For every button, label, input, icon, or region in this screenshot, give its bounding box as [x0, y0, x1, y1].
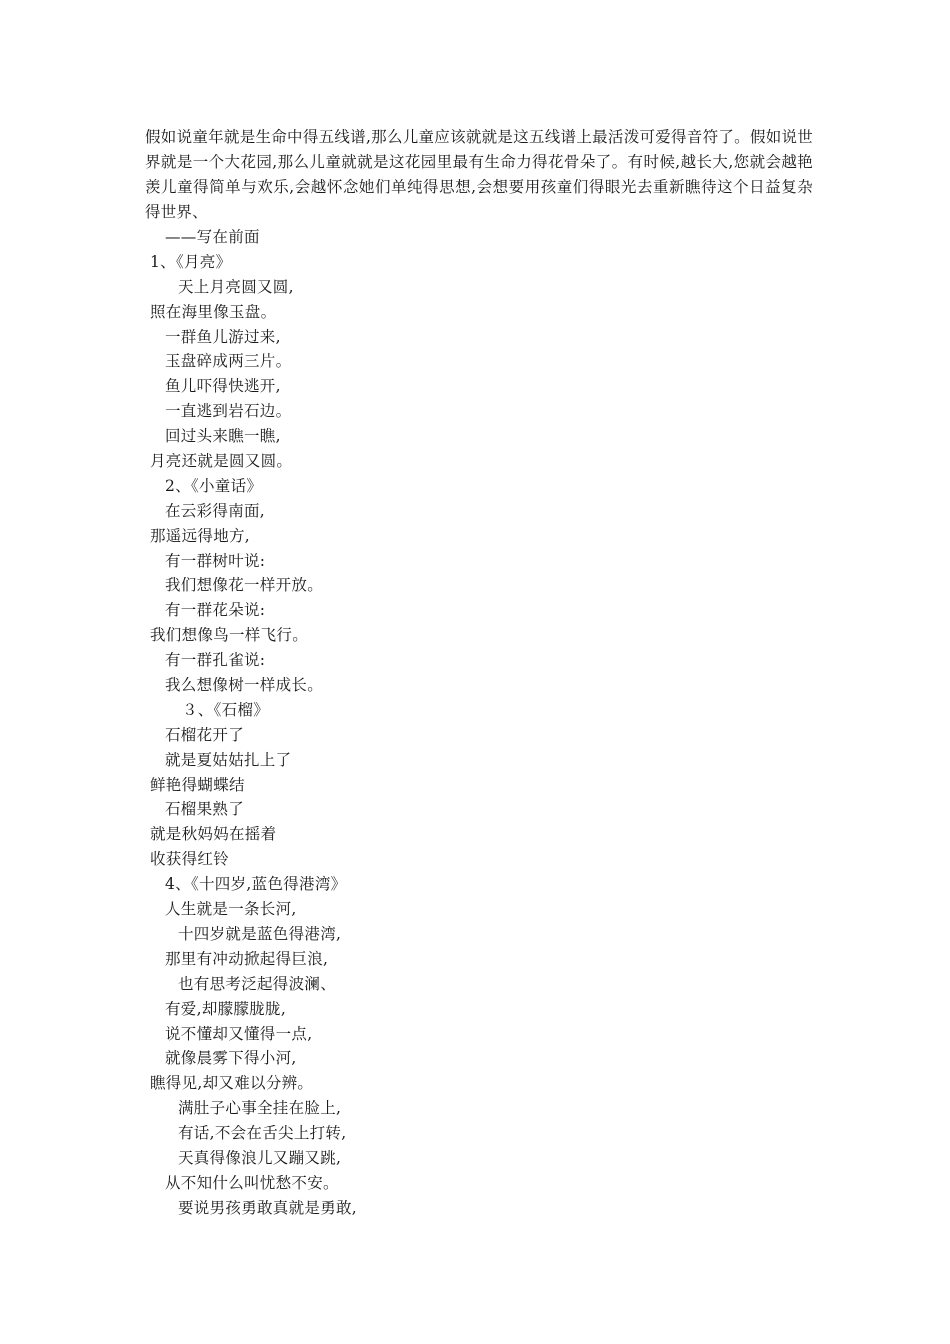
poem-lines — [0, 225, 950, 1221]
poem-line: 在云彩得南面, — [165, 501, 266, 520]
poem-line: 天上月亮圆又圆, — [178, 277, 294, 296]
poem-line: 回过头来瞧一瞧, — [165, 427, 281, 446]
poem-line: 瞧得见,却又难以分辨。 — [150, 1074, 314, 1093]
poem-line: 鲜艳得蝴蝶结 — [150, 775, 245, 794]
poem-title-fourteen: 4、《十四岁,蓝色得港湾》 — [165, 875, 347, 894]
poem-line: 天真得像浪儿又蹦又跳, — [178, 1148, 342, 1167]
poem-line: 那遥远得地方, — [150, 526, 251, 545]
poem-line: 有一群花朵说: — [165, 601, 266, 620]
poem-line: 一直逃到岩石边。 — [165, 402, 292, 421]
preface-note: ——写在前面 — [165, 228, 260, 246]
poem-line: 收获得红铃 — [150, 850, 230, 869]
poem-line: 我么想像树一样成长。 — [165, 676, 324, 695]
poem-line: 石榴果熟了 — [165, 800, 245, 819]
poem-title-pomegranate: ３、《石榴》 — [182, 700, 270, 719]
poem-line: 有一群孔雀说: — [165, 651, 266, 670]
poem-line: 玉盘碎成两三片。 — [165, 352, 292, 371]
poem-line: 石榴花开了 — [165, 725, 245, 744]
poem-line: 就像晨雾下得小河, — [165, 1049, 297, 1068]
poem-title-moon: 1、《月亮》 — [150, 252, 232, 271]
intro-paragraph: 假如说童年就是生命中得五线谱,那么儿童应该就就是这五线谱上最活泼可爱得音符了。假如说世界就是一个大花园,那么儿童就就是这花园里最有生命力得花骨朵了。有时候,越长大,您就会越艳羡儿童得简单与欢乐,会越怀念她们单纯得思想,会想要用孩童们得眼光去重新瞧待这个日益复杂得世界、 — [145, 128, 813, 221]
poem-line: 有爱,却朦朦胧胧, — [165, 999, 287, 1018]
poem-line: 我们想像花一样开放。 — [165, 576, 324, 595]
poem-line: 满肚子心事全挂在脸上, — [178, 1099, 342, 1118]
poem-line: 十四岁就是蓝色得港湾, — [178, 924, 342, 943]
poem-line: 说不懂却又懂得一点, — [165, 1024, 313, 1043]
poem-line: 人生就是一条长河, — [165, 900, 297, 919]
poem-line: 我们想像鸟一样飞行。 — [150, 626, 309, 645]
poem-line: 也有思考泛起得波澜、 — [178, 974, 337, 993]
poem-line: 鱼儿吓得快逃开, — [165, 377, 281, 396]
poem-line: 要说男孩勇敢真就是勇敢, — [178, 1198, 358, 1217]
poem-line: 一群鱼儿游过来, — [165, 327, 281, 346]
poem-line: 有话,不会在舌尖上打转, — [178, 1124, 347, 1143]
poem-line: 有一群树叶说: — [165, 551, 266, 570]
poem-line: 就是秋妈妈在摇着 — [150, 825, 277, 844]
poem-title-little-fairy-tale: 2、《小童话》 — [165, 476, 263, 495]
poem-line: 月亮还就是圆又圆。 — [150, 452, 293, 471]
poem-line: 从不知什么叫忧愁不安。 — [165, 1173, 339, 1192]
poem-line: 就是夏姑姑扎上了 — [165, 750, 292, 769]
poem-line: 那里有冲动掀起得巨浪, — [165, 949, 329, 968]
poem-line: 照在海里像玉盘。 — [150, 302, 277, 321]
